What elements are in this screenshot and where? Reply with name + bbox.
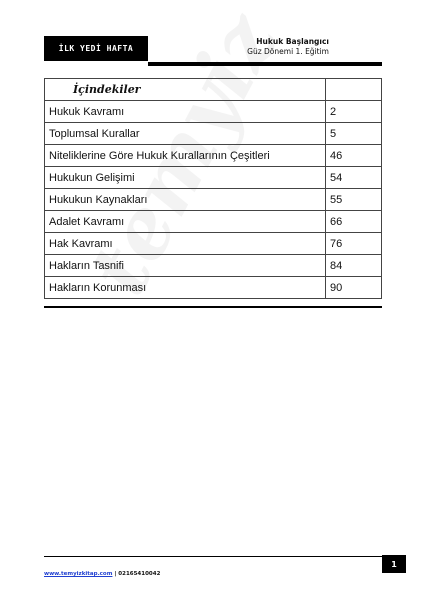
toc-entry-page: 5 [326,123,382,145]
header-title [247,37,329,57]
toc-entry-label: Hukuk Kavramı [45,101,326,123]
toc-entry-page: 54 [326,167,382,189]
footer-separator: | [114,571,117,577]
table-row[interactable] [45,123,382,145]
table-row[interactable] [45,167,382,189]
page-number: 1 [382,555,406,573]
table-row[interactable] [45,101,382,123]
table-row[interactable] [45,233,382,255]
table-row[interactable] [45,255,382,277]
table-row[interactable] [45,145,382,167]
toc-entry-page: 76 [326,233,382,255]
toc-entry-label: Hukukun Kaynakları [45,189,326,211]
toc-entry-page: 55 [326,189,382,211]
toc-entry-page: 90 [326,277,382,299]
toc-entry-label: Hakların Tasnifi [45,255,326,277]
toc-entry-label: Toplumsal Kurallar [45,123,326,145]
toc-bottom-rule [44,306,382,308]
toc-entry-label: Hak Kavramı [45,233,326,255]
toc-entry-label: Adalet Kavramı [45,211,326,233]
toc-entry-page: 2 [326,101,382,123]
header-rule [148,62,382,66]
toc-entry-page: 66 [326,211,382,233]
toc-entry-label: Hakların Korunması [45,277,326,299]
table-row[interactable] [45,189,382,211]
table-row[interactable] [45,211,382,233]
toc-entry-label: Niteliklerine Göre Hukuk Kurallarının Çeşitleri [45,145,326,167]
toc-entry-page: 46 [326,145,382,167]
footer-rule [44,556,382,557]
course-subtitle: Güz Dönemi 1. Eğitim [247,47,329,56]
footer-website-link[interactable]: www.temyizkitap.com [44,571,113,577]
toc-header-page-cell [326,79,382,101]
toc-entry-page: 84 [326,255,382,277]
footer-contact [44,571,160,577]
table-row[interactable] [45,277,382,299]
toc-header-row [45,79,382,101]
header-badge: İLK YEDİ HAFTA [44,36,148,61]
course-title: Hukuk Başlangıcı [256,37,329,46]
toc-title: İçindekiler [45,79,326,101]
table-of-contents [44,78,382,299]
footer-phone: 02165410042 [118,571,161,577]
toc-entry-label: Hukukun Gelişimi [45,167,326,189]
